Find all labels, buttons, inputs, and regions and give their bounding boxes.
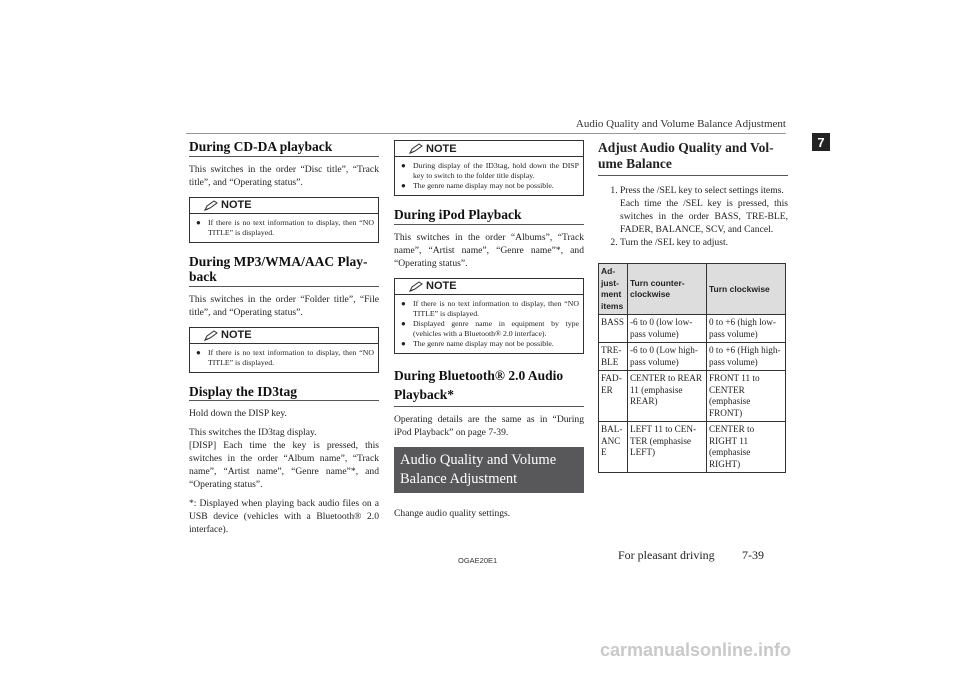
note-header bbox=[190, 198, 378, 214]
table-row bbox=[599, 343, 786, 371]
table-row bbox=[599, 422, 786, 473]
note-item: ● If there is no text information to display, then “NO TITLE” is displayed. bbox=[196, 217, 374, 237]
section-body-bluetooth: Operating details are the same as in “During iPod Playback” on page 7-39. bbox=[394, 413, 584, 438]
table-cell: 0 to +6 (high low-pass volume) bbox=[707, 315, 786, 343]
table-cell: FAD-ER bbox=[599, 371, 628, 422]
page-number: 7-39 bbox=[742, 548, 764, 562]
step-item: 2. Turn the /SEL key to adjust. bbox=[620, 236, 788, 249]
note-box bbox=[189, 327, 379, 373]
col-header-ccw: Turn counter-clockwise bbox=[628, 264, 707, 315]
step-item: 1. Press the /SEL key to select settings items. Each time the /SEL key is pressed, this switches in the order BASS, TRE-BLE, FADER, BALANCE, SCV, and Cancel. bbox=[620, 184, 788, 236]
note-label: NOTE bbox=[426, 280, 457, 293]
table-cell: CENTER to RIGHT 11 (emphasise RIGHT) bbox=[707, 422, 786, 473]
note-box bbox=[394, 278, 584, 354]
bullet-icon: ● bbox=[196, 217, 201, 227]
table-header-row bbox=[599, 264, 786, 315]
section-title-cd-da: During CD-DA playback bbox=[189, 140, 379, 157]
id3tag-p2: This switches the ID3tag display. bbox=[189, 427, 317, 439]
steps-list bbox=[598, 184, 788, 249]
adjustment-table bbox=[598, 263, 786, 473]
table-cell: -6 to 0 (Low high-pass volume) bbox=[628, 343, 707, 371]
note-item: ● If there is no text information to display, then “NO TITLE” is displayed. bbox=[401, 298, 579, 318]
section-title-id3tag: Display the ID3tag bbox=[189, 385, 379, 402]
note-box bbox=[189, 197, 379, 243]
pencil-icon bbox=[409, 143, 423, 154]
table-row bbox=[599, 315, 786, 343]
note-label: NOTE bbox=[221, 329, 252, 342]
bullet-icon: ● bbox=[401, 318, 406, 328]
chapter-banner: Audio Quality and Volume Balance Adjustment bbox=[394, 447, 584, 493]
bullet-icon: ● bbox=[401, 338, 406, 348]
table-cell: 0 to +6 (High high-pass volume) bbox=[707, 343, 786, 371]
table-cell: TRE-BLE bbox=[599, 343, 628, 371]
id3tag-p3: [DISP] Each time the key is pressed, this switches in the order “Album name”, “Track name”, “Artist name”, “Genre name”*, and “Operating status”. bbox=[189, 440, 379, 491]
table-cell: CENTER to REAR 11 (emphasise REAR) bbox=[628, 371, 707, 422]
section-title-mp3: During MP3/WMA/AAC Play-back bbox=[189, 255, 379, 287]
document-code: OGAE20E1 bbox=[458, 556, 498, 565]
note-header bbox=[395, 141, 583, 157]
running-header: Audio Quality and Volume Balance Adjustment bbox=[575, 118, 786, 130]
note-box bbox=[394, 140, 584, 196]
note-label: NOTE bbox=[221, 199, 252, 212]
column-3 bbox=[598, 140, 788, 473]
chapter-tab: 7 bbox=[812, 133, 830, 151]
column-2 bbox=[394, 140, 584, 526]
note-item: ● The genre name display may not be possible. bbox=[401, 338, 554, 348]
section-title-ipod: During iPod Playback bbox=[394, 208, 584, 225]
banner-body: Change audio quality settings. bbox=[394, 507, 511, 519]
table-cell: BASS bbox=[599, 315, 628, 343]
note-item: ● During display of the ID3tag, hold down the DISP key to switch to the folder title display. bbox=[401, 161, 579, 180]
section-body-ipod: This switches in the order “Albums”, “Track name”, “Artist name”, “Genre name”*, and “Operating status”. bbox=[394, 231, 584, 269]
pencil-icon bbox=[409, 281, 423, 292]
section-title-bluetooth: During Bluetooth® 2.0 Audio Playback* bbox=[394, 366, 584, 407]
footer-section: For pleasant driving bbox=[618, 548, 715, 562]
table-cell: LEFT 11 to CEN-TER (emphasise LEFT) bbox=[628, 422, 707, 473]
note-header bbox=[395, 279, 583, 295]
note-header bbox=[190, 328, 378, 344]
table-cell: BAL-ANC E bbox=[599, 422, 628, 473]
id3tag-p1: Hold down the DISP key. bbox=[189, 408, 287, 420]
note-item: ● If there is no text information to display, then “NO TITLE” is displayed. bbox=[196, 347, 374, 367]
header-rule bbox=[186, 133, 786, 134]
table-row bbox=[599, 371, 786, 422]
bullet-icon: ● bbox=[196, 347, 201, 357]
col-header-cw: Turn clockwise bbox=[707, 264, 786, 315]
section-body-cd-da: This switches in the order “Disc title”, “Track title”, and “Operating status”. bbox=[189, 163, 379, 188]
id3tag-p4: *: Displayed when playing back audio files on a USB device (vehicles with a Bluetooth® 2.0 interface). bbox=[189, 498, 379, 536]
col-header-items: Ad-just-ment items bbox=[599, 264, 628, 315]
bullet-icon: ● bbox=[401, 181, 406, 190]
bullet-icon: ● bbox=[401, 161, 406, 170]
column-1 bbox=[189, 140, 379, 542]
section-title-adjust: Adjust Audio Quality and Vol-ume Balance bbox=[598, 140, 788, 176]
table-cell: -6 to 0 (low low-pass volume) bbox=[628, 315, 707, 343]
bullet-icon: ● bbox=[401, 298, 406, 308]
pencil-icon bbox=[204, 330, 218, 341]
section-body-mp3: This switches in the order “Folder title”, “File title”, and “Operating status”. bbox=[189, 293, 379, 318]
note-label: NOTE bbox=[426, 142, 457, 155]
watermark: carmanualsonline.info bbox=[600, 640, 792, 660]
note-item: ● The genre name display may not be possible. bbox=[401, 181, 554, 190]
pencil-icon bbox=[204, 200, 218, 211]
table-cell: FRONT 11 to CENTER (emphasise FRONT) bbox=[707, 371, 786, 422]
note-item: ● Displayed genre name in equipment by type (vehicles with a Bluetooth® 2.0 interface). bbox=[401, 318, 579, 338]
